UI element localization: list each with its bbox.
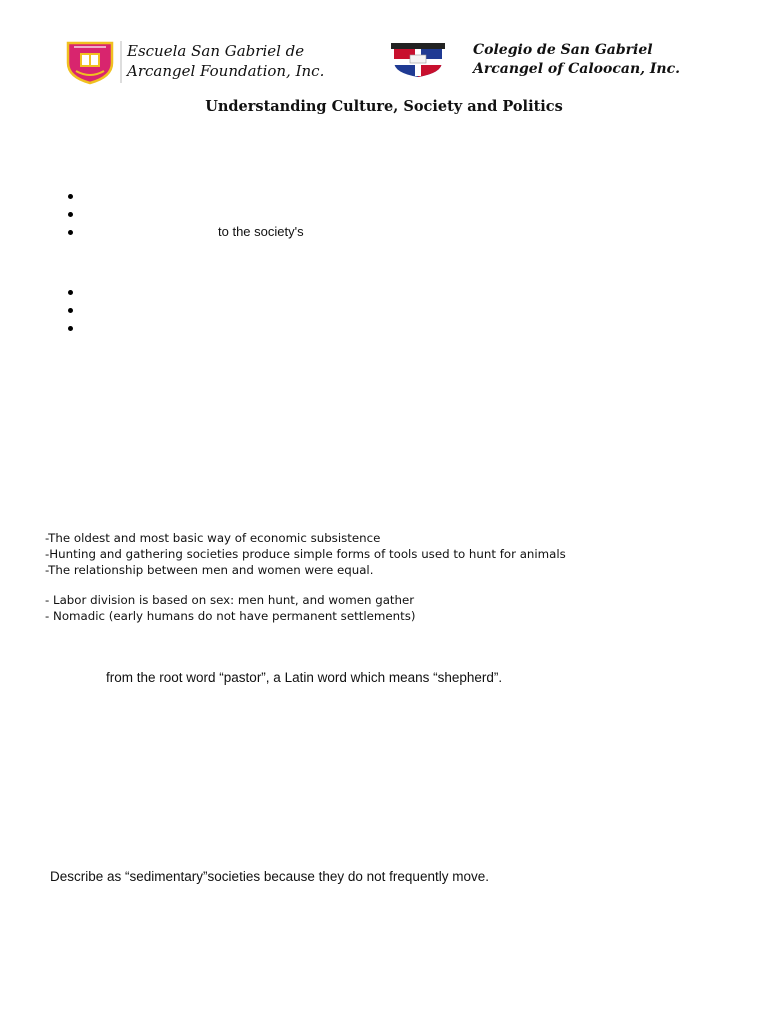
right-school-name-line1: Colegio de San Gabriel (473, 42, 653, 58)
pastoral-note: from the root word “pastor”, a Latin word which means “shepherd”. (106, 670, 503, 685)
right-school-name (473, 41, 680, 79)
bullet-dot-icon (68, 308, 73, 313)
bullet-item-text: to the society's (218, 224, 304, 239)
bullet-item (68, 187, 568, 205)
bullet-item (68, 223, 568, 241)
bullet-item (68, 205, 568, 223)
left-school-logo (60, 39, 122, 85)
note-line: -The relationship between men and women were equal. (45, 563, 374, 577)
left-school-name (127, 41, 324, 81)
bullet-dot-icon (68, 230, 73, 235)
note-line: -The oldest and most basic way of economic subsistence (45, 531, 381, 545)
bullet-dot-icon (68, 212, 73, 217)
bullet-item (68, 283, 568, 301)
bullet-item (68, 301, 568, 319)
note-line: - Nomadic (early humans do not have permanent settlements) (45, 609, 416, 623)
bullet-dot-icon (68, 290, 73, 295)
bullet-dot-icon (68, 326, 73, 331)
bullet-list-1 (68, 187, 568, 241)
right-school-logo (390, 42, 446, 78)
hunting-notes-block-b (45, 592, 415, 624)
note-line: -Hunting and gathering societies produce simple forms of tools used to hunt for animals (45, 547, 566, 561)
flag-shield-icon (390, 42, 446, 78)
right-school-name-line2: Arcangel of Caloocan, Inc. (473, 61, 680, 77)
hunting-notes-block-a (45, 530, 566, 578)
bullet-list-2 (68, 283, 568, 337)
document-title: Understanding Culture, Society and Politics (205, 98, 563, 115)
shield-crest-icon (60, 39, 122, 85)
left-school-name-line1: Escuela San Gabriel de (127, 42, 305, 60)
note-line: - Labor division is based on sex: men hunt, and women gather (45, 593, 415, 607)
bullet-dot-icon (68, 194, 73, 199)
left-school-name-line2: Arcangel Foundation, Inc. (127, 62, 325, 80)
sedentary-note: Describe as “sedimentary”societies because they do not frequently move. (50, 869, 489, 884)
bullet-item (68, 319, 568, 337)
